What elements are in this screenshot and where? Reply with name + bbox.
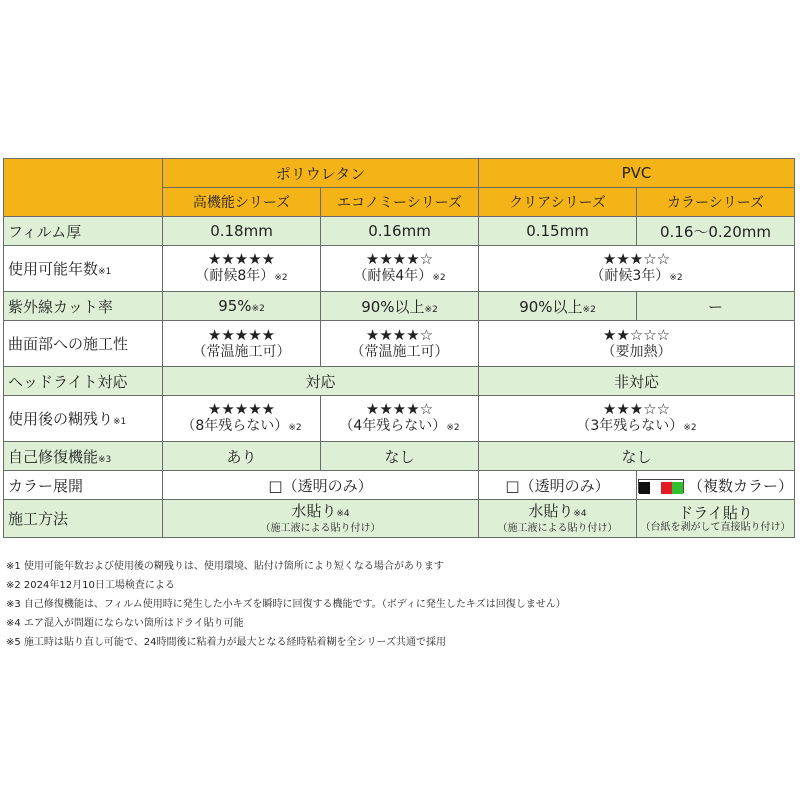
- thickness-value: 0.16mm: [321, 217, 479, 246]
- series-high-performance: 高機能シリーズ: [163, 188, 321, 217]
- footnote-ref: ※3: [98, 454, 112, 465]
- row-label-color: カラー展開: [4, 471, 163, 500]
- swatch-red: [661, 482, 672, 494]
- curve-cell: [321, 321, 479, 367]
- lifespan-note: （耐候3年）: [590, 267, 670, 284]
- row-label-selfrepair: 自己修復機能※3: [4, 442, 163, 471]
- curve-cell: [479, 321, 795, 367]
- lifespan-cell: [163, 246, 321, 292]
- footnote-ref: ※2: [669, 272, 683, 283]
- footnote-ref: ※2: [432, 272, 446, 283]
- method-sub: （台紙を剥がして直接貼り付け）: [640, 521, 791, 533]
- residue-cell: [479, 396, 795, 442]
- footnote: ※1 使用可能年数および使用後の糊残りは、使用環境、貼付け箇所により短くなる場合があります: [6, 561, 444, 572]
- residue-cell: [163, 396, 321, 442]
- curve-note: （常温施工可）: [350, 343, 449, 360]
- star-rating: ★★★☆☆: [602, 399, 671, 418]
- swatch-black: [639, 482, 650, 494]
- footnote-ref: ※2: [424, 304, 438, 315]
- group-pvc: PVC: [479, 159, 795, 188]
- thickness-value: 0.18mm: [163, 217, 321, 246]
- uv-value: ー: [637, 292, 795, 321]
- star-rating: ★★★★☆: [365, 325, 434, 344]
- row-label-headlight: ヘッドライト対応: [4, 367, 163, 396]
- color-poly: □（透明のみ）: [163, 471, 479, 500]
- uv-value: 90%以上※2: [479, 292, 637, 321]
- spec-comparison-table: [3, 158, 795, 538]
- headlight-poly: 対応: [163, 367, 479, 396]
- series-color: カラーシリーズ: [637, 188, 795, 217]
- star-rating: ★★★★★: [207, 325, 276, 344]
- row-label-residue: 使用後の糊残り※1: [4, 396, 163, 442]
- color-multi: [637, 471, 795, 500]
- footnote-ref: ※4: [573, 509, 587, 519]
- color-clear: □（透明のみ）: [479, 471, 637, 500]
- swatch-white: [650, 482, 661, 494]
- footnote-ref: ※1: [98, 267, 112, 277]
- swatch-green: [672, 482, 683, 494]
- curve-cell: [163, 321, 321, 367]
- row-label-uv: 紫外線カット率: [4, 292, 163, 321]
- star-rating: ★★☆☆☆: [602, 325, 671, 344]
- thickness-value: 0.16～0.20mm: [637, 217, 795, 246]
- lifespan-note: （耐候8年）: [195, 267, 275, 284]
- footnote-ref: ※2: [446, 422, 460, 433]
- thickness-value: 0.15mm: [479, 217, 637, 246]
- star-rating: ★★★★☆: [365, 399, 434, 418]
- residue-note: （3年残らない）: [576, 417, 684, 434]
- footnote-ref: ※4: [336, 509, 350, 519]
- method-main: 水貼り: [528, 502, 574, 520]
- row-label-thickness: フィルム厚: [4, 217, 163, 246]
- footnotes: [6, 557, 796, 652]
- group-polyurethane: ポリウレタン: [163, 159, 479, 188]
- method-main: ドライ貼り: [678, 503, 753, 522]
- star-rating: ★★★★★: [207, 249, 276, 268]
- header-corner: [4, 159, 163, 217]
- selfrepair-value: なし: [479, 442, 795, 471]
- footnote-ref: ※2: [274, 272, 288, 283]
- footnote-ref: ※2: [582, 304, 596, 315]
- footnote: ※4 エア混入が問題にならない箇所はドライ貼り可能: [6, 618, 244, 629]
- footnote-ref: ※2: [251, 304, 265, 314]
- footnote: ※3 自己修復機能は、フィルム使用時に発生した小キズを瞬時に回復する機能です。（ボディに発生したキズは回復しません）: [6, 599, 566, 610]
- star-rating: ★★★☆☆: [602, 249, 671, 268]
- footnote-ref: ※2: [683, 422, 697, 433]
- uv-value: 95%※2: [163, 292, 321, 321]
- star-rating: ★★★★★: [207, 399, 276, 418]
- row-label-method: 施工方法: [4, 500, 163, 538]
- curve-note: （要加熱）: [601, 343, 672, 360]
- footnote-ref: ※1: [113, 417, 127, 427]
- method-sub: （施工液による貼り付け）: [260, 523, 381, 534]
- row-label-lifespan: 使用可能年数※1: [4, 246, 163, 292]
- method-poly: [163, 500, 479, 538]
- series-clear: クリアシリーズ: [479, 188, 637, 217]
- color-multi-label: （複数カラー）: [687, 476, 793, 495]
- series-economy: エコノミーシリーズ: [321, 188, 479, 217]
- footnote: ※5 施工時は貼り直し可能で、24時間後に粘着力が最大となる経時粘着糊を全シリーズ共通で採用: [6, 637, 446, 648]
- star-rating: ★★★★☆: [365, 249, 434, 268]
- lifespan-note: （耐候4年）: [353, 267, 433, 284]
- method-sub: （施工液による貼り付け）: [497, 523, 618, 534]
- row-label-curve: 曲面部への施工性: [4, 321, 163, 367]
- lifespan-cell: [321, 246, 479, 292]
- residue-note: （4年残らない）: [339, 417, 447, 434]
- residue-note: （8年残らない）: [181, 417, 289, 434]
- lifespan-cell: [479, 246, 795, 292]
- uv-value: 90%以上※2: [321, 292, 479, 321]
- footnote: ※2 2024年12月10日工場検査による: [6, 580, 175, 591]
- method-color: [637, 500, 795, 538]
- footnote-ref: ※2: [288, 422, 302, 433]
- method-main: 水貼り: [291, 502, 337, 520]
- selfrepair-value: なし: [321, 442, 479, 471]
- selfrepair-value: あり: [163, 442, 321, 471]
- color-swatch-icon: [638, 479, 684, 493]
- curve-note: （常温施工可）: [192, 343, 291, 360]
- method-clear: [479, 500, 637, 538]
- residue-cell: [321, 396, 479, 442]
- headlight-pvc: 非対応: [479, 367, 795, 396]
